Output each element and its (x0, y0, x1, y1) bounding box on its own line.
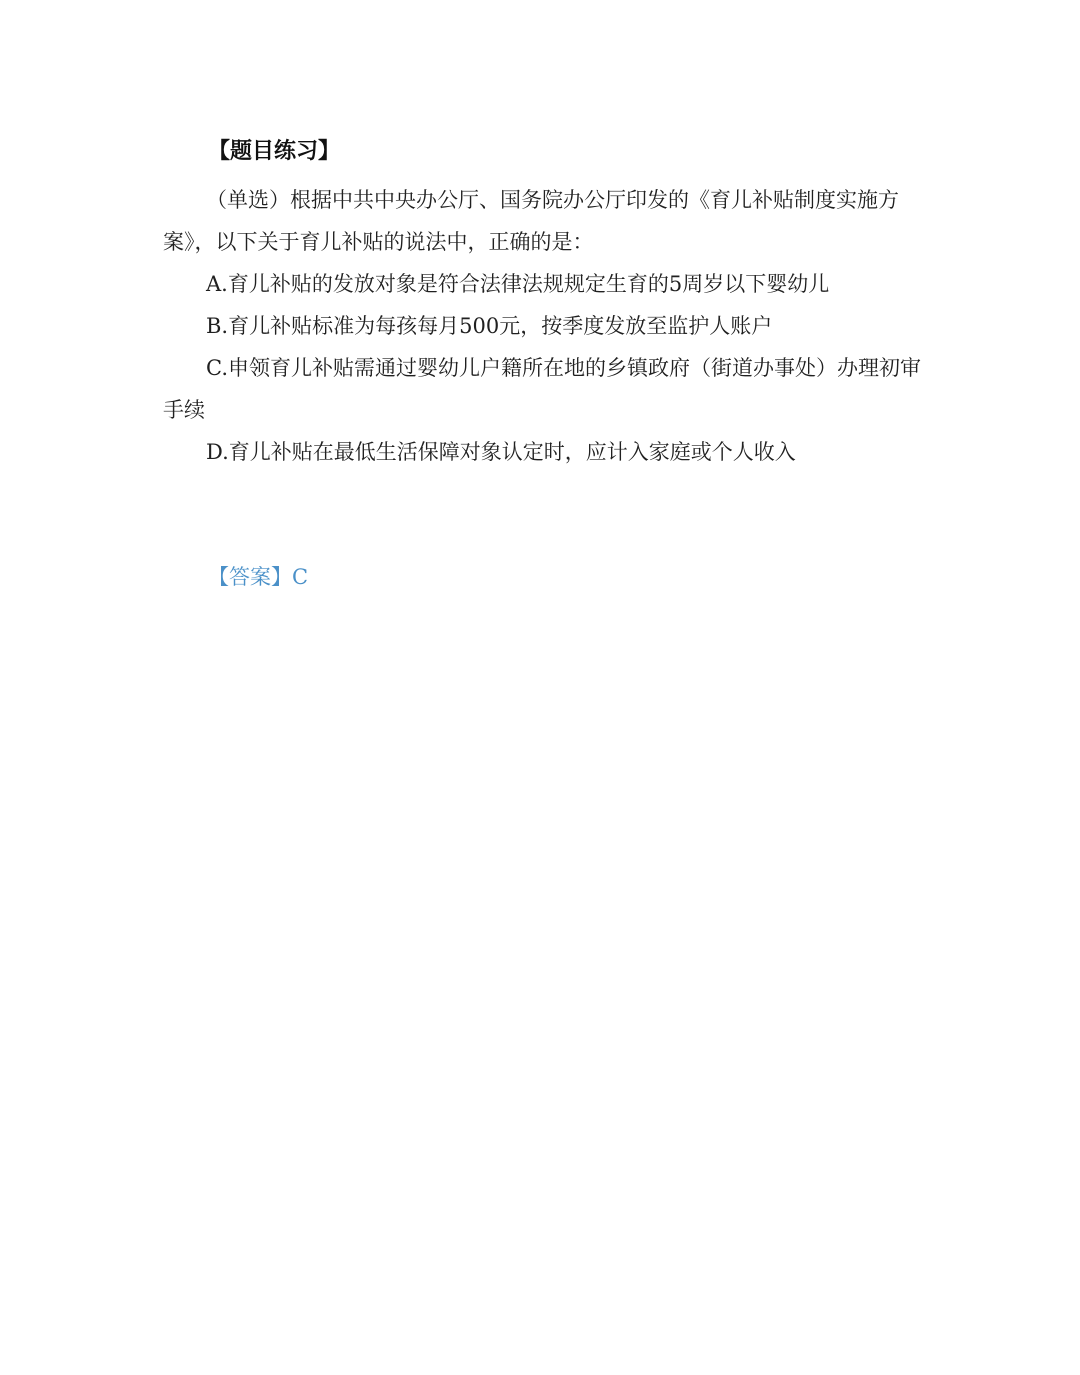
answer-line (208, 557, 308, 597)
option-c: C.申领育儿补贴需通过婴幼儿户籍所在地的乡镇政府（街道办事处）办理初审手续 (163, 356, 921, 422)
section-title: 【题目练习】 (208, 139, 341, 164)
question-block (163, 132, 923, 473)
option-b: B.育儿补贴标准为每孩每月500元，按季度发放至监护人账户 (206, 314, 773, 338)
answer-value: C (292, 565, 309, 589)
answer-label: 【答案】 (208, 565, 292, 589)
option-d: D.育儿补贴在最低生活保障对象认定时，应计入家庭或个人收入 (206, 440, 796, 464)
option-a: A.育儿补贴的发放对象是符合法律法规规定生育的5周岁以下婴幼儿 (206, 272, 830, 296)
question-text: （单选）根据中共中央办公厅、国务院办公厅印发的《育儿补贴制度实施方案》，以下关于育儿补贴的说法中，正确的是： (163, 188, 899, 254)
